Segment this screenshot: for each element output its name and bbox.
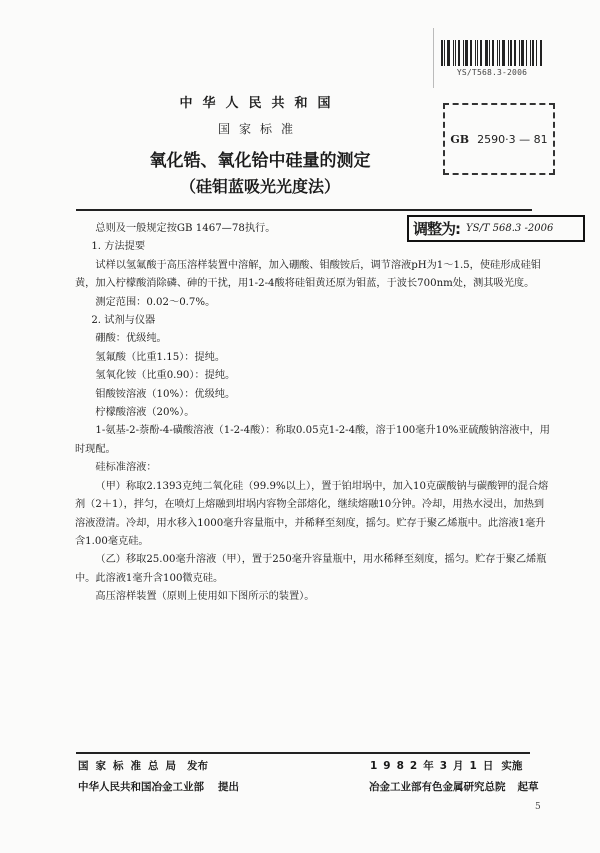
section-heading-reagents: 2. 试剂与仪器 xyxy=(91,315,156,327)
document-body xyxy=(75,220,550,607)
section-heading-method: 1. 方法提要 xyxy=(91,241,146,253)
barcode-bar xyxy=(497,40,498,66)
reagent-item: 硼酸：优级纯。 xyxy=(95,333,167,345)
reagent-item: 柠檬酸溶液（20%）。 xyxy=(95,407,195,419)
barcode-bar xyxy=(499,40,500,66)
apparatus-note: 高压溶样装置（原则上使用如下图所示的装置）。 xyxy=(95,591,315,603)
barcode-bar xyxy=(470,40,472,66)
reagent-item: 氢氟酸（比重1.15）：提纯。 xyxy=(95,351,226,363)
proposer-action: 提出 xyxy=(218,781,239,793)
measurement-range: 测定范围：0.02～0.7%。 xyxy=(95,296,216,308)
barcode-bar xyxy=(502,40,505,66)
barcode-bar xyxy=(519,40,520,66)
barcode-bar xyxy=(489,40,490,66)
barcode-bar xyxy=(492,40,494,66)
page-number: 5 xyxy=(535,802,541,812)
drafter-name: 冶金工业部有色金属研究总院 xyxy=(369,781,506,793)
barcode-bar xyxy=(465,40,468,66)
barcode-bar xyxy=(453,40,454,66)
barcode-bar xyxy=(463,40,464,66)
standard-number: 2590·3 — 81 xyxy=(477,132,548,146)
issuer-action: 发布 xyxy=(187,760,208,772)
barcode-bar xyxy=(441,40,443,66)
reagent-item: 氢氧化铵（比重0.90）：提纯。 xyxy=(95,370,236,382)
footer-effective-date xyxy=(370,758,522,773)
general-rule: 总则及一般规定按GB 1467—78执行。 xyxy=(95,223,276,234)
header-divider xyxy=(76,209,532,211)
barcode-bar xyxy=(485,40,488,66)
issuer-name: 国家标准总局 xyxy=(78,760,183,772)
barcode-bar xyxy=(480,40,482,66)
scan-margin-line xyxy=(433,28,434,88)
barcode-bar xyxy=(514,40,516,66)
reagent-item: 钼酸铵溶液（10%）：优级纯。 xyxy=(95,388,236,400)
barcode-label xyxy=(440,40,544,77)
barcode-bar xyxy=(526,40,527,66)
barcode-icon xyxy=(440,40,544,66)
country-heading: 中华人民共和国 xyxy=(179,96,341,111)
document-subtitle: （硅钼蓝吸光光度法） xyxy=(179,177,340,196)
reagent-item: 1-氨基-2-萘酚-4-磺酸溶液（1-2-4酸）：称取0.05克1-2-4酸，溶于100毫升10%亚硫酸钠溶液中，用时现配。 xyxy=(75,425,550,455)
standard-solution-a: （甲）称取2.1393克纯二氧化硅（99.9%以上），置于铂坩埚中，加入10克碳酸钠与碳酸钾的混合熔剂（2＋1），拌匀，在喷灯上熔融到坩埚内容物全部熔化，继续熔融10分钟。冷却，用热水浸出，加热到溶液澄清。冷却，用水移入1000毫升容量瓶中，并稀释至刻度，摇匀。贮存于聚乙烯瓶中。此溶液1毫升含1.00毫克硅。 xyxy=(75,480,549,547)
footer-drafter xyxy=(369,779,539,794)
adjustment-label: 调整为: xyxy=(413,220,460,238)
standard-solution-b: （乙）移取25.00毫升溶液（甲），置于250毫升容量瓶中，用水稀释至刻度，摇匀。贮存于聚乙烯瓶中。此溶液1毫升含100微克硅。 xyxy=(75,554,547,584)
barcode-text: YS/T568.3-2006 xyxy=(456,68,528,77)
barcode-bar xyxy=(455,40,456,66)
proposer-name: 中华人民共和国冶金工业部 xyxy=(78,781,204,793)
barcode-bar xyxy=(508,40,509,66)
drafter-action: 起草 xyxy=(517,781,539,793)
barcode-bar xyxy=(444,40,445,66)
effective-date: 1982年3月1日 xyxy=(370,760,500,772)
barcode-bar xyxy=(458,40,460,66)
barcode-bar xyxy=(510,40,512,66)
barcode-bar xyxy=(447,40,450,66)
date-action: 实施 xyxy=(501,760,523,772)
barcode-bar xyxy=(475,40,476,66)
standard-prefix: GB xyxy=(450,132,470,146)
footer-issuer xyxy=(78,758,208,773)
standard-type-heading: 国家标准 xyxy=(217,122,302,136)
reagent-item: 硅标准溶液： xyxy=(95,462,157,474)
barcode-bar xyxy=(532,40,534,66)
barcode-bar xyxy=(540,40,542,66)
document-title: 氧化锆、氧化铪中硅量的测定 xyxy=(149,151,371,171)
footer-proposer xyxy=(78,779,239,794)
barcode-bar xyxy=(521,40,524,66)
barcode-bar xyxy=(530,40,531,66)
footer-divider xyxy=(76,752,530,754)
barcode-bar xyxy=(477,40,478,66)
barcode-bar xyxy=(536,40,537,66)
adjustment-value: YS/T 568.3 -2006 xyxy=(466,223,554,234)
method-summary: 试样以氢氟酸于高压溶样装置中溶解，加入硼酸、钼酸铵后，调节溶液pH为1～1.5，使硅形成硅钼黄，加入柠檬酸消除磷、砷的干扰，用1-2-4酸将硅钼黄还原为钼蓝，于波长700nm处，测其吸光度。 xyxy=(75,259,541,290)
